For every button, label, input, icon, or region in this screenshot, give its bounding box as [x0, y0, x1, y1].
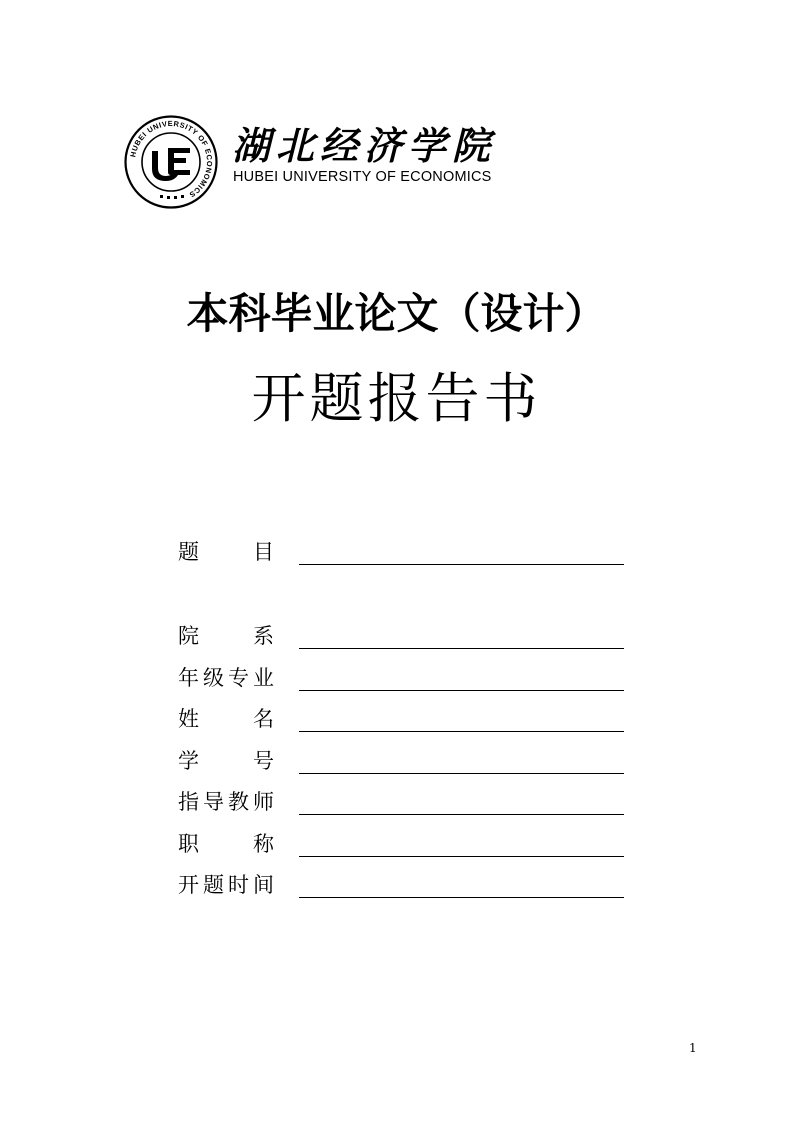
- field-label-advisor: 指 导 教 师: [178, 790, 274, 814]
- sub-title: 开题报告书: [251, 367, 542, 430]
- form-field-grade-major: [178, 662, 624, 692]
- field-label-name: 姓 名: [178, 707, 274, 731]
- form-field-student-id: [178, 745, 624, 775]
- ue-monogram-icon: [152, 148, 190, 181]
- field-input-grade-major[interactable]: [299, 668, 624, 691]
- form-field-title: [178, 536, 624, 566]
- field-label-title: 题 目: [178, 540, 274, 564]
- field-label-grade-major: 年 级 专 业: [178, 666, 274, 690]
- university-name-en: HUBEI UNIVERSITY OF ECONOMICS: [233, 169, 492, 185]
- field-label-student-id: 学 号: [178, 749, 274, 773]
- field-input-advisor[interactable]: [299, 792, 624, 815]
- form-field-proposal-date: [178, 869, 624, 899]
- field-label-department: 院 系: [178, 624, 274, 648]
- main-title: 本科毕业论文（设计）: [186, 289, 607, 338]
- form-field-name: [178, 703, 624, 733]
- field-label-proposal-date: 开 题 时 间: [178, 873, 274, 897]
- field-input-department[interactable]: [299, 626, 624, 649]
- university-name-cn: 湖北经济学院: [232, 123, 497, 168]
- form-field-advisor-title: [178, 828, 624, 858]
- seal-ring-text: HUBEI UNIVERSITY OF ECONOMICS: [128, 118, 215, 200]
- field-input-proposal-date[interactable]: [299, 875, 624, 898]
- field-label-advisor-title: 职 称: [178, 832, 274, 856]
- field-input-title[interactable]: [299, 542, 624, 565]
- field-input-advisor-title[interactable]: [299, 834, 624, 857]
- form-field-department: [178, 620, 624, 650]
- university-seal-icon: [124, 115, 218, 209]
- field-input-student-id[interactable]: [299, 751, 624, 774]
- page-number: 1: [689, 1041, 697, 1055]
- field-input-name[interactable]: [299, 709, 624, 732]
- form-field-advisor: [178, 786, 624, 816]
